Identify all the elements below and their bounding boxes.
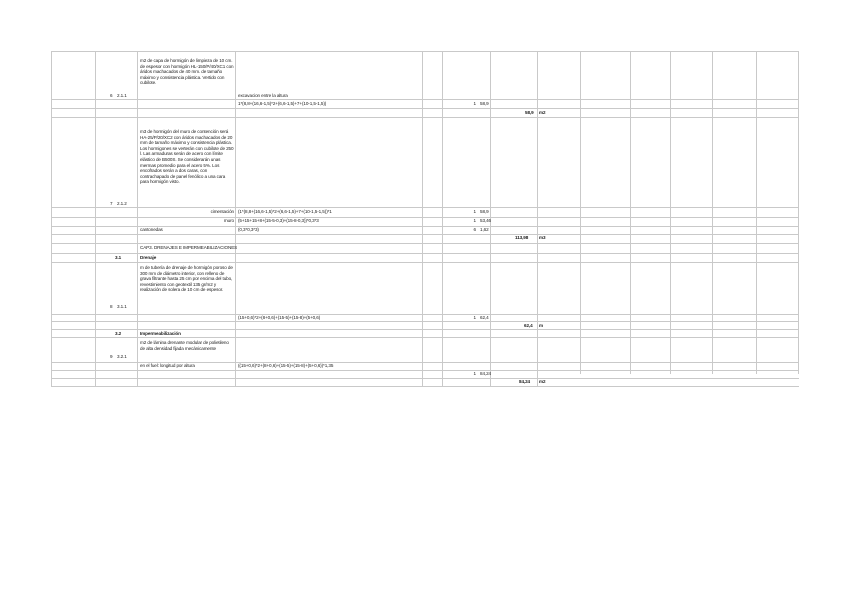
measure-formula: (5+15+15+8+(15-5-0,3)+(15-8-0,3))*0,3*3 — [238, 218, 319, 223]
measure-quantity: 58,9 — [480, 209, 489, 214]
col-divider — [798, 52, 799, 374]
col-divider — [756, 52, 757, 374]
measure-quantity: 1,62 — [480, 227, 489, 232]
measure-label: muro — [223, 218, 234, 223]
col-divider — [712, 52, 713, 374]
row-divider — [52, 262, 799, 263]
row-divider — [52, 234, 799, 235]
item-code: 2.1.2 — [117, 201, 127, 206]
item-description: m2 de lámina drenante modular de polietileno de alta densidad fijada mecánicamente — [140, 340, 229, 351]
item-unit: m2 — [539, 110, 546, 115]
col-divider — [580, 52, 581, 374]
item-unit: m — [539, 323, 543, 328]
row-divider — [52, 321, 799, 322]
chapter-title: CAP3. DRENAJES E IMPERMEABILIZACIONES — [140, 245, 238, 250]
col-divider — [670, 52, 671, 374]
item-number: 8 — [110, 304, 113, 309]
item-number: 6 — [110, 93, 113, 98]
measure-count: 6 — [473, 227, 476, 232]
row-divider — [52, 370, 799, 371]
item-code: 2.1.1 — [117, 93, 127, 98]
measure-label: en el fuel: longitud por altura — [140, 363, 195, 368]
measure-formula: (0,3*0,3*3) — [238, 227, 259, 232]
measure-formula: ((15+0,6)*2+(8+0,6)+(15-5)+(15-8)+(5+0,6))*1,35 — [238, 363, 334, 368]
section-code: 3.1 — [115, 255, 122, 260]
measure-quantity: 53,46 — [480, 218, 491, 223]
item-number: 7 — [110, 201, 113, 206]
row-divider — [52, 337, 799, 338]
measure-label: excavacion entre la altura — [238, 93, 288, 98]
section-code: 3.2 — [115, 331, 122, 336]
item-description: m de tubería de drenaje de hormigón poroso de 300 mm de diámetro interior, con relleno de grava filtrante hasta 25 cm por encima del tubo, revestimiento con geotextil 135 gr/m2 y realización de solera de 10 cm de espesor. — [140, 265, 233, 293]
item-total: 113,98 — [515, 235, 529, 240]
measure-formula: (15+0,6)*2+(8+0,6)+(15-5)+(15-8)+(5+0,6) — [238, 315, 321, 320]
row-divider — [52, 207, 799, 208]
section-title: Impermeabilización — [140, 331, 181, 336]
row-divider — [52, 99, 799, 100]
row-divider — [52, 108, 799, 109]
item-unit: m3 — [539, 235, 546, 240]
row-divider — [52, 243, 799, 244]
measure-quantity: 84,24 — [480, 371, 491, 376]
row-divider — [52, 329, 799, 330]
measure-count: 1 — [473, 209, 476, 214]
item-total: 84,24 — [519, 379, 530, 384]
item-total: 62,4 — [524, 323, 533, 328]
col-divider — [630, 52, 631, 374]
section-title: Drenaje — [140, 255, 157, 260]
item-total: 58,9 — [525, 110, 534, 115]
row-divider — [52, 226, 799, 227]
measure-count: 1 — [473, 101, 476, 106]
budget-sheet — [51, 51, 799, 387]
item-description: m3 de hormigón del muro de contención será HA-25/P/20/XC2 con áridos machacados de 20 mm de tamaño máximo y consistencia plástica. Los hormigones se verterán con cubilote de 250 l. Las armaduras serán de acero con límite elástico de B500S. Se considerarán unas mermas promedio para el acero 5%. Los encofrados serán a dos caras, con contrachapado de panel fenólico a una cara para hormigón visto. — [140, 129, 234, 185]
item-description: m2 de capa de hormigón de limpieza de 10 cm. de espesor con hormigón HL-150/P/40/XC1 con áridos machacados de 40 mm. de tamaño máximo y consistencia plástica. Vertido con cubilote. — [140, 58, 234, 86]
measure-label: cantonedas — [140, 227, 163, 232]
item-number: 9 — [110, 354, 113, 359]
item-unit: m2 — [539, 379, 546, 384]
item-code: 3.1.1 — [117, 304, 127, 309]
item-code: 3.2.1 — [117, 354, 127, 359]
measure-quantity: 62,4 — [480, 315, 489, 320]
measure-count: 1 — [473, 315, 476, 320]
row-divider — [52, 117, 799, 118]
measure-label: cimentación — [210, 209, 234, 214]
measure-count: 1 — [473, 218, 476, 223]
measure-count: 1 — [473, 371, 476, 376]
row-divider — [52, 386, 799, 387]
row-divider — [52, 314, 799, 315]
measure-formula: 1*(8,8+(16,6-1,5)*2+(6,6-1,5)+7+(10-1,5-1,5)) — [238, 101, 327, 106]
measure-formula: (1*(8,8+(16,6-1,5)*2+(6,6-1,5)+7+(10-1,5-1,5))*1 — [238, 209, 332, 214]
row-divider — [52, 217, 799, 218]
row-divider — [52, 253, 799, 254]
measure-quantity: 58,9 — [480, 101, 489, 106]
row-divider — [52, 378, 799, 379]
